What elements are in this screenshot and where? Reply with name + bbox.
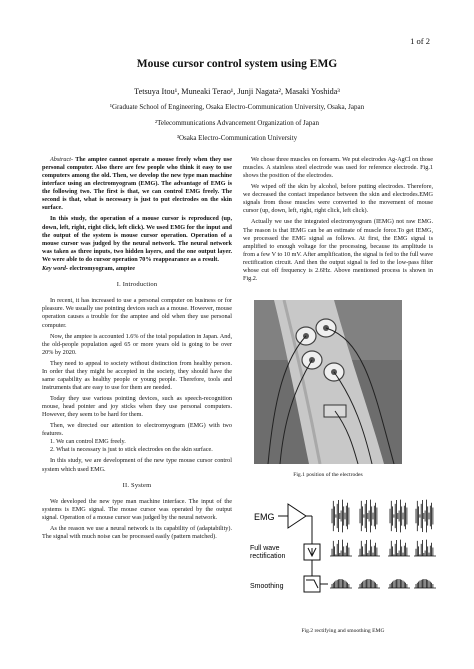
- paper-title: Mouse cursor control system using EMG: [136, 58, 338, 70]
- page-number: 1 of 2: [410, 36, 430, 46]
- intro-paragraph: Then, we directed our attention to electromyogram (EMG) with two features.: [42, 422, 232, 438]
- figure-1-caption: Fig.1 position of the electrodes: [293, 472, 363, 478]
- body-paragraph: We chose three muscles on forearm. We put electrodes Ag-AgCl on those muscles. A stainless steel electrode was used for reference electrode. Fig.1 shows the position of the electrodes.: [243, 156, 433, 180]
- raw-emg-waveform: [332, 500, 433, 533]
- smoothed-waveform: [330, 579, 436, 588]
- affiliation-1: ¹Graduate School of Engineering, Osaka Electro-Communication University, Osaka, Japan: [109, 103, 365, 111]
- affiliation-3: ³Osaka Electro-Communication University: [176, 134, 298, 142]
- abstract: [42, 156, 232, 212]
- abstract-text-2: In this study, the operation of a mouse cursor is reproduced (up, down, left, right, right click, left click). We used EMG for the input and the output of the system is mouse cursor operation. Operation of a mouse cursor was judged by the neural network. The neural network was taken as three inputs, two hidden layers, and the one output layer. We were able to do cursor operation 70% reappearance as a result.: [42, 215, 232, 263]
- electrode-photo: [254, 300, 402, 464]
- system-paragraph: We developed the new type man machine interface. The input of the systems is EMG signal. The mouse cursor was operated by the output signal. Operation of a mouse cursor was judged by the neural network.: [42, 498, 232, 522]
- abstract-text-1: The amptee cannot operate a mouse freely when they use personal computer. Also there are few people who think it easy to use computers among the old. Then, we develop the new type man machine interface using an electromyogram (EMG). The advantage of EMG is the following two. The first is that, we can control EMG freely. The second is that, what is necessary is just to put electrodes on the skin surface.: [42, 156, 232, 212]
- intro-list-item: 2. What is necessary is just to stick electrodes on the skin surface.: [50, 446, 213, 454]
- signal-processing-svg: [248, 494, 438, 614]
- rectifier-block: [304, 544, 320, 576]
- intro-paragraph: They need to appeal to society without distinction from healthy person. In order that they might be accepted in the society, they should have the same capability as healthy people or young people. Therefore, tools and instruments that are easy to use for them are needed.: [42, 359, 232, 391]
- right-column: [243, 156, 433, 286]
- system-paragraph: As the reason we use a neural network is its capability of (adaptability). The signal with much noise can be processed easily (pattern matched).: [42, 525, 232, 541]
- rectification-label-1: Full wave: [250, 545, 280, 552]
- lowpass-filter-block: [304, 576, 328, 592]
- author-list: Tetsuya Itou¹, Muneaki Terao¹, Junji Nagata², Masaki Yoshida³: [134, 87, 340, 96]
- intro-paragraph: In this study, we are development of the new type mouse cursor control system which used EMG.: [42, 457, 232, 473]
- keyword-label: Key word-: [42, 264, 68, 272]
- intro-paragraph: In recent, it has increased to use a personal computer on business or for pleasure. We usually use pointing devices such as a mouse. However, mouse operation causes a trouble for the amptee and old when they use personal computer.: [42, 297, 232, 329]
- keyword-text: electromyogram, amptee: [67, 264, 136, 272]
- intro-paragraph: Today they use various pointing devices, such as speech-recognition mouse, head pointer and joy sticks when they use personal computers. However, they seem to be hard for them.: [42, 395, 232, 419]
- section-heading-introduction: I. Introduction: [116, 280, 158, 288]
- body-paragraph: Actually we use the integrated electromyogram (IEMG) not raw EMG. The reason is that IEMG can be an estimate of muscle force.To get IEMG, we processed the EMG signal as follows. At first, the EMG signal is amplified to enough voltage for the processing, because its amplitude is from a few V to 10 mV. After amplification, the signal is fed to the full wave rectification circuit. And then the output signal is fed to the low-pass filter whose cut off frequency is 2.6Hz. Above mentioned process is shown in Fig.2.: [243, 218, 433, 282]
- signal-processing-diagram: [248, 494, 438, 614]
- body-paragraph: We wiped off the skin by alcohol, before putting electrodes. Therefore, we decreased the contact impedance between the skin and electrodes.EMG signals from those muscles were converted to the movement of mouse cursor (up, down, left, right, right click, left click).: [243, 183, 433, 215]
- rectified-waveform: [330, 540, 436, 556]
- affiliation-2: ²Telecommunications Advancement Organization of Japan: [155, 119, 319, 127]
- abstract-label: Abstract-: [50, 156, 74, 163]
- keywords: [42, 265, 232, 273]
- rectification-label-2: rectification: [250, 553, 286, 560]
- figure-2-caption: Fig.2 rectifying and smoothing EMG: [301, 628, 385, 634]
- smoothing-label: Smoothing: [250, 583, 284, 590]
- intro-paragraph: Now, the amptee is accounted 1.6% of the total population in Japan. And, the old-people population aged 65 or more years old is going to be over 20% by 2020.: [42, 332, 232, 356]
- electrode-photo-drawing: [254, 300, 402, 464]
- section-heading-system: II. System: [122, 481, 152, 489]
- intro-list-item: 1. We can control EMG freely.: [50, 438, 126, 446]
- emg-label: EMG: [254, 512, 275, 522]
- left-column: [42, 156, 232, 544]
- amplifier-block: [278, 504, 312, 544]
